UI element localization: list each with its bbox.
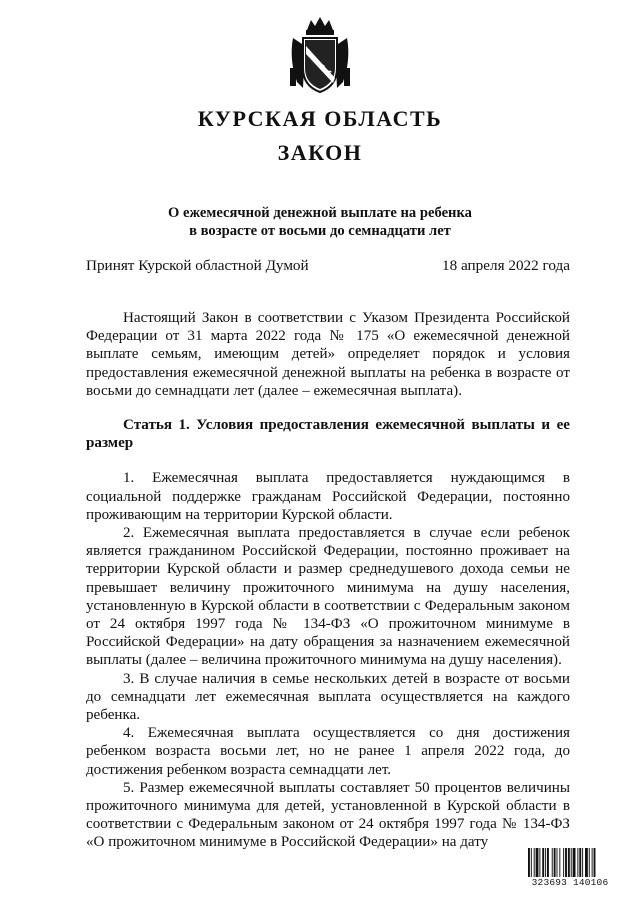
barcode-bar xyxy=(554,848,556,878)
law-title: ЗАКОН xyxy=(277,140,363,165)
adopting-body: Принят Курской областной Думой xyxy=(86,257,309,274)
barcode-bar xyxy=(542,848,544,878)
barcode-bar xyxy=(547,848,549,878)
barcode-bar xyxy=(528,848,530,878)
document-heading-line-2: в возрасте от восьми до семнадцати лет xyxy=(189,223,451,239)
article-1-heading: Статья 1. Условия предоставления ежемесячной выплаты и ее размер xyxy=(86,417,570,452)
document-heading xyxy=(0,204,640,240)
barcode-bar xyxy=(552,848,553,878)
preamble-paragraph: Настоящий Закон в соответствии с Указом Президента Российской Федерации от 31 марта 2022 года № 175 «О ежемесячной денежной выплате семьям, имеющим детей» определяет порядок и условия предоставления ежемесячной денежной выплаты на ребенка в возрасте от восьми до семнадцати лет (далее – ежемесячная выплата). xyxy=(86,310,570,399)
barcode-number: 323693 140106 xyxy=(526,877,614,888)
barcode-bar xyxy=(585,848,588,878)
barcode-bar xyxy=(577,848,578,878)
barcode-bar xyxy=(563,848,564,878)
article-1-paragraph-5: 5. Размер ежемесячной выплаты составляет 50 процентов величины прожиточного минимума для детей, установленной в Курской области в соответствии с Федеральным законом от 24 октября 1997 года № 134-ФЗ «О прожиточном минимуме в Российской Федерации» на дату xyxy=(86,779,570,851)
adoption-line xyxy=(86,257,570,275)
barcode-bar xyxy=(534,848,535,878)
barcode-bar xyxy=(545,848,546,878)
barcode-bar xyxy=(589,848,590,878)
barcode-bar xyxy=(568,848,570,878)
article-1-paragraph-3: 3. В случае наличия в семье нескольких детей в возрасте от восьми до семнадцати лет ежемесячная выплата осуществляется на каждого ребенка. xyxy=(86,670,570,724)
barcode-bar xyxy=(559,848,560,878)
article-1-paragraph-2: 2. Ежемесячная выплата предоставляется в случае если ребенок является гражданином Российской Федерации, постоянно проживает на территории Курской области и размер среднедушевого дохода семьи не превышает величину прожиточного минимума на душу населения, установленную в Курской области в соответствии с Федеральным законом от 24 октября 1997 года № 134-ФЗ «О прожиточном минимуме в Российской Федерации» на дату обращения за назначением ежемесячной выплаты (далее – величина прожиточного минимума на душу населения). xyxy=(86,525,570,669)
barcode-bar xyxy=(571,848,572,878)
barcode-bar xyxy=(594,848,596,878)
adoption-date: 18 апреля 2022 года xyxy=(442,257,570,274)
barcode-bar xyxy=(539,848,540,878)
barcode-bar xyxy=(536,848,539,878)
barcode-bar xyxy=(557,848,558,878)
barcode-bar xyxy=(573,848,576,878)
barcode-bar xyxy=(582,848,583,878)
barcode-bar xyxy=(531,848,532,878)
article-1-paragraph-1: 1. Ежемесячная выплата предоставляется нуждающимся в социальной поддержке гражданам Российской Федерации, постоянно проживающим на территории Курской области. xyxy=(86,470,570,523)
barcode-bar xyxy=(579,848,581,878)
article-1-paragraph-4: 4. Ежемесячная выплата осуществляется со дня достижения ребенком возраста восьми лет, но не ранее 1 апреля 2022 года, до достижения ребенком возраста семнадцати лет. xyxy=(86,725,570,778)
document-body xyxy=(86,309,570,852)
kursk-coat-of-arms-icon xyxy=(287,16,353,94)
document-heading-line-1: О ежемесячной денежной выплате на ребенка xyxy=(168,205,472,221)
barcode-bar xyxy=(565,848,567,878)
region-title: КУРСКАЯ ОБЛАСТЬ xyxy=(197,106,443,131)
barcode-bar xyxy=(592,848,593,878)
